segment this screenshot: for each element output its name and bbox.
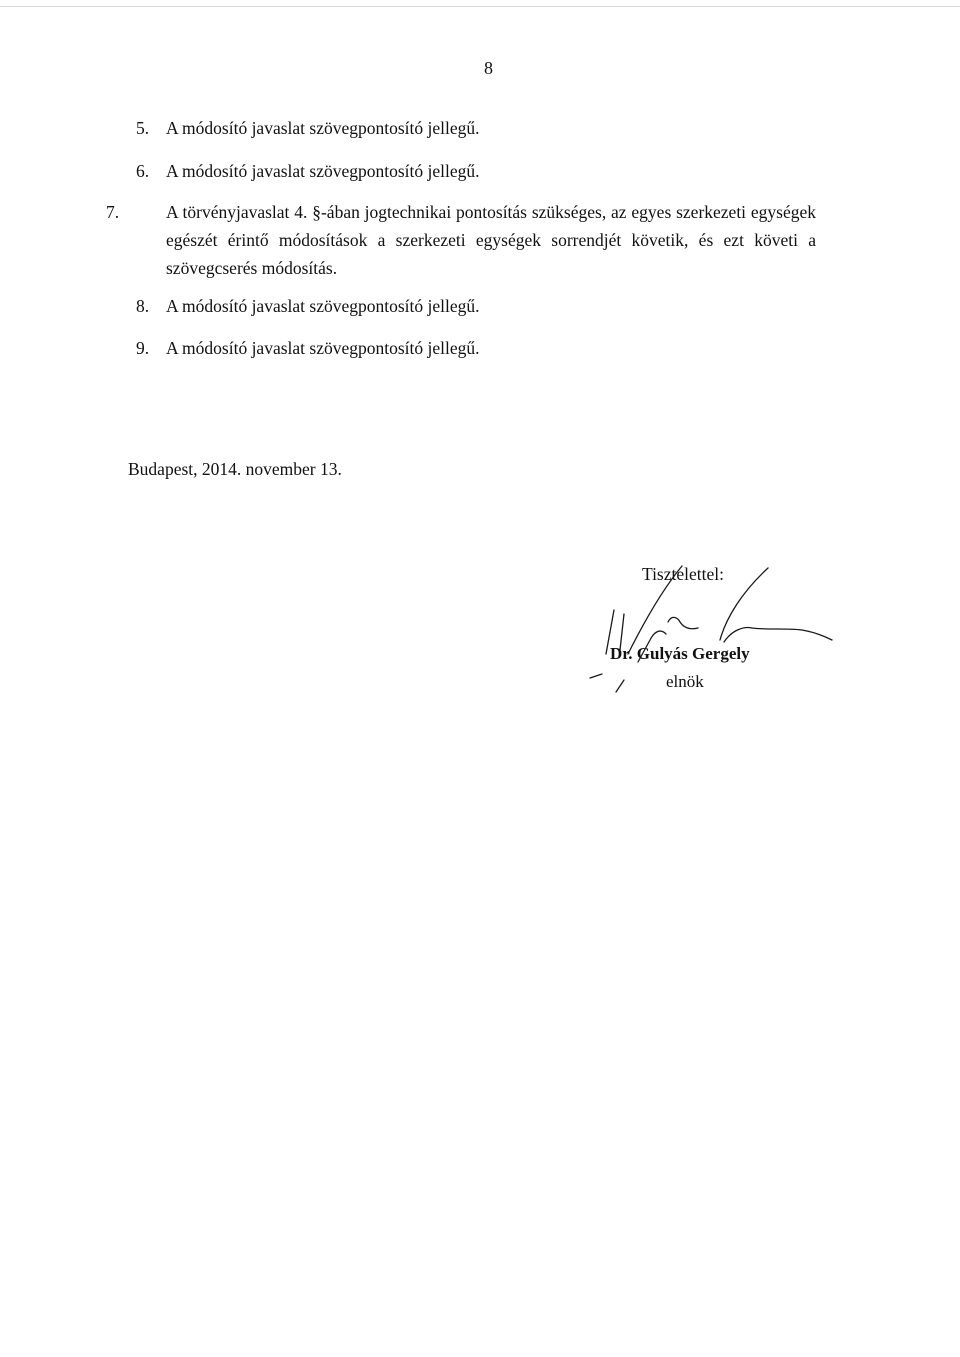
item-text: A módosító javaslat szövegpontosító jellegű. — [166, 296, 480, 316]
item-text: A törvényjavaslat 4. §-ában jogtechnikai pontosítás szükséges, az egyes szerkezeti egységek egészét érintő módosítások a szerkezeti egységek sorrendjét követik, és ezt követi a szövegcserés módosítás. — [166, 202, 816, 278]
scan-top-edge — [0, 6, 960, 7]
list-item — [136, 157, 836, 185]
item-number: 7. — [106, 202, 120, 222]
list-item — [106, 198, 816, 282]
item-number: 5. — [136, 118, 150, 138]
greeting: Tisztelettel: — [642, 564, 724, 584]
item-number: 6. — [136, 161, 150, 181]
date-line: Budapest, 2014. november 13. — [128, 459, 342, 479]
item-text: A módosító javaslat szövegpontosító jellegű. — [166, 118, 480, 138]
signature-block — [580, 556, 840, 716]
list-item — [136, 334, 836, 362]
list-item — [136, 114, 836, 142]
list-item — [136, 292, 836, 320]
signer-title: elnök — [666, 672, 704, 691]
signer-name: Dr. Gulyás Gergely — [610, 644, 750, 663]
item-number: 8. — [136, 296, 150, 316]
handwritten-signature-icon — [580, 556, 840, 716]
item-text: A módosító javaslat szövegpontosító jellegű. — [166, 338, 480, 358]
item-number: 9. — [136, 338, 150, 358]
page-number: 8 — [484, 58, 493, 78]
item-text: A módosító javaslat szövegpontosító jellegű. — [166, 161, 480, 181]
